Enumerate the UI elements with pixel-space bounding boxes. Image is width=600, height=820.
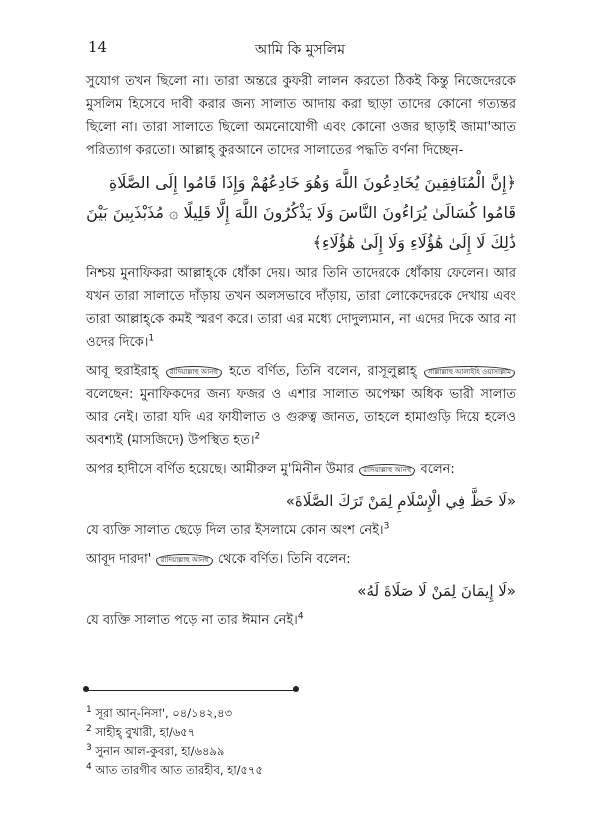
paragraph-3 bbox=[86, 360, 516, 452]
paragraph-6-part-a: আবূদ দারদা' bbox=[86, 552, 152, 567]
paragraph-2-text: নিশ্চয় মুনাফিকরা আল্লাহ্‌কে ধোঁকা দেয়। আর তিনি তাদেরকে ধোঁকায় ফেলেন। আর যখন তারা সালাতে দাঁড়ায় তখন অলসভাবে দাঁড়ায়, তারা লোকেদেরকে দেখায় এবং তারা আল্লাহ্‌কে কমই স্মরণ করে। তারা এর মধ্যে দোদুল্যমান, না এদের দিকে আর না ওদের দিকে। bbox=[86, 266, 516, 350]
paragraph-3-part-a: আবূ হুরাইরাহ্‌ bbox=[86, 364, 159, 379]
footnote-2-num: 2 bbox=[86, 724, 92, 735]
sallallahu-honorific-icon: সাল্লাল্লাহু আলাইহি ওয়াসাল্লাম bbox=[424, 366, 515, 378]
footnotes bbox=[86, 704, 516, 780]
paragraph-5-text: যে ব্যক্তি সালাত ছেড়ে দিল তার ইসলামে কোন অংশ নেই। bbox=[86, 523, 384, 538]
radiyallahu-honorific-icon-2: রাদিয়াল্লাহু আনহু bbox=[359, 464, 415, 476]
page-number: 14 bbox=[88, 38, 108, 56]
paragraph-3-part-b: হতে বর্ণিত, তিনি বলেন, রাসূলুল্লাহ্‌ bbox=[229, 364, 417, 379]
footnote-divider bbox=[86, 690, 296, 691]
paragraph-1: সুযোগ তখন ছিলো না। তারা অন্তরে কুফরী লালন করতো ঠিকই কিন্তু নিজেদেরকে মুসলিম হিসেবে দাবী করার জন্য সালাত আদায় করা ছাড়া তাদের কোনো গত্যন্তর ছিলো না। তারা সালাতে ছিলো অমনোযোগী এবং কোনো ওজর ছাড়াই জামা'আত পরিত্যাগ করতো। আল্লাহ্‌ কুরআনে তাদের সালাতের পদ্ধতি বর্ণনা দিচ্ছেন- bbox=[86, 74, 516, 158]
paragraph-4 bbox=[86, 458, 516, 481]
page-title: আমি কি মুসলিম bbox=[254, 42, 346, 58]
footnote-rule-dot-left bbox=[83, 686, 89, 692]
paragraph-2 bbox=[86, 262, 516, 354]
body-text bbox=[86, 70, 516, 638]
footnote-1-num: 1 bbox=[86, 705, 92, 716]
footnote-ref-2[interactable]: 2 bbox=[254, 431, 261, 442]
footnote-1 bbox=[86, 704, 516, 723]
radiyallahu-honorific-icon-3: রাদিয়াল্লাহু আনহু bbox=[156, 554, 212, 566]
footnote-3 bbox=[86, 742, 516, 761]
paragraph-6-part-b: থেকে বর্ণিত। তিনি বলেন: bbox=[217, 552, 351, 567]
footnote-rule-dot-right bbox=[293, 686, 299, 692]
paragraph-4-part-b: বলেন: bbox=[420, 462, 455, 477]
footnote-4-text: আত তারগীব আত তারহীব, হা/৫৭৫ bbox=[95, 763, 263, 777]
footnote-ref-1[interactable]: 1 bbox=[148, 333, 155, 344]
footnote-4-num: 4 bbox=[86, 762, 92, 773]
radiyallahu-honorific-icon: রাদিয়াল্লাহু আনহু bbox=[166, 366, 222, 378]
paragraph-4-part-a: অপর হাদীসে বর্ণিত হয়েছে। আমীরুল মু'মিনীন উমার bbox=[86, 462, 355, 477]
paragraph-7-text: যে ব্যক্তি সালাত পড়ে না তার ঈমান নেই। bbox=[86, 613, 298, 628]
footnote-3-text: সুনান আল-কুবরা, হা/৬৪৯৯ bbox=[95, 744, 225, 758]
footnote-ref-3[interactable]: 3 bbox=[383, 521, 390, 532]
footnote-4 bbox=[86, 761, 516, 780]
arabic-quote-3: «لَا إِيمَانَ لِمَنْ لَا صَلَاةَ لَهُ» bbox=[357, 582, 516, 600]
paragraph-5 bbox=[86, 519, 516, 542]
paragraph-3-part-c: বলেছেন: মুনাফিকদের জন্য ফজর ও এশার সালাত অপেক্ষা অধিক ভারী সালাত আর নেই। তারা যদি এর ফাযীলাত ও গুরুত্ব জানত, তাহলে হামাগুড়ি দিয়ে হলেও অবশ্যই (মাসজিদে) উপস্থিত হত। bbox=[86, 387, 516, 448]
footnote-1-text: সূরা আন্‌-নিসা', ০৪/১৪২,৪৩ bbox=[95, 706, 233, 720]
footnote-2 bbox=[86, 723, 516, 742]
footnote-3-num: 3 bbox=[86, 743, 92, 754]
footnote-ref-4[interactable]: 4 bbox=[297, 611, 304, 622]
paragraph-7 bbox=[86, 609, 516, 632]
arabic-quote-2: «لَا حَظَّ فِي الْإِسْلَامِ لِمَنْ تَرَكَ الصَّلَاةَ» bbox=[285, 492, 516, 510]
footnote-2-text: সাহীহ্‌ বুখারী, হা/৬৫৭ bbox=[95, 725, 196, 739]
paragraph-6 bbox=[86, 548, 516, 571]
arabic-verse-1: ﴿إِنَّ الْمُنَافِقِينَ يُخَادِعُونَ اللَّهَ وَهُوَ خَادِعُهُمْ وَإِذَا قَامُوا إِلَى الصَّلَاةِ قَامُوا كُسَالَىٰ يُرَاءُونَ النَّاسَ وَلَا يَذْكُرُونَ اللَّهَ إِلَّا قَلِيلًا ۞ مُذَبْذَبِينَ بَيْنَ ذَٰلِكَ لَا إِلَىٰ هَٰؤُلَاءِ وَلَا إِلَىٰ هَٰؤُلَاءِ﴾ bbox=[86, 173, 516, 252]
